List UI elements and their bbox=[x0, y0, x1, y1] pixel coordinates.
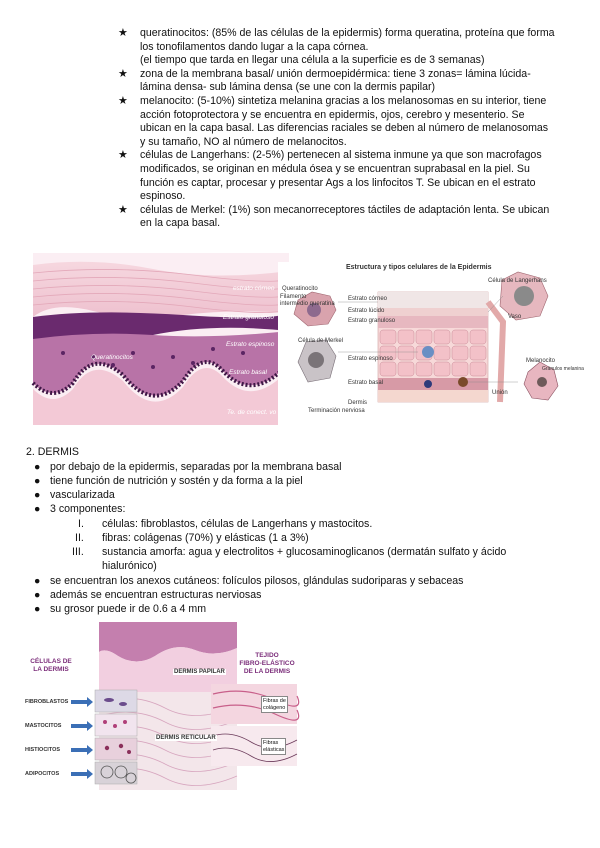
bullet-icon: ● bbox=[34, 489, 41, 501]
roman-numeral: II. bbox=[75, 532, 84, 544]
right-title: TEJIDO FIBRO-ELÁSTICO DE LA DERMIS bbox=[239, 652, 295, 675]
list-item-continuation: hialurónico) bbox=[102, 560, 157, 572]
cell-label: FIBROBLASTOS bbox=[25, 699, 69, 705]
bullet-icon: ● bbox=[34, 503, 41, 515]
diagram-label: Unión bbox=[492, 390, 508, 396]
list-item: ● por debajo de la epidermis, separadas por la membrana basal bbox=[34, 461, 342, 473]
list-item: ● se encuentran los anexos cutáneos: folículos pilosos, glándulas sudoriparas y sebaceas bbox=[34, 575, 464, 587]
diagram-label: Estrato basal bbox=[348, 380, 384, 386]
bullet-icon: ● bbox=[34, 475, 41, 487]
diagram-label: Estrato córneo bbox=[348, 296, 388, 302]
list-item: ● tiene función de nutrición y sostén y da forma a la piel bbox=[34, 475, 303, 487]
histology-drawing bbox=[33, 253, 289, 425]
bullet-icon: ● bbox=[34, 461, 41, 473]
cell-label: ADIPOCITOS bbox=[25, 771, 60, 777]
dermis-figure bbox=[25, 622, 297, 790]
diagram-label: Célula de Merkel bbox=[298, 338, 344, 344]
bullet-icon: ● bbox=[34, 589, 41, 601]
epidermis-cell-list bbox=[118, 27, 578, 231]
list-item: ★ zona de la membrana basal/ unión dermoepidérmica: tiene 3 zonas= lámina lúcida- lámina densa- sub lámina densa (se une con la dermis papilar) bbox=[118, 67, 531, 94]
list-item: ● su grosor puede ir de 0.6 a 4 mm bbox=[34, 603, 207, 615]
diagram-label: Melanocito bbox=[526, 358, 556, 364]
cell-label: MASTOCITOS bbox=[25, 723, 62, 729]
diagram-label: Filamento intermedio queratina bbox=[280, 294, 335, 307]
list-item: ★ queratinocitos: (85% de las células de la epidermis) forma queratina, proteína que forma los tonofilamentos dando lugar a la capa córnea. (el tiempo que tarda en llegar una célula a la superficie es de 3 semanas) bbox=[118, 27, 555, 67]
list-item: sustancia amorfa: agua y electrolitos + glucosaminoglicanos (dermatán sulfato y ácido bbox=[102, 546, 507, 558]
bullet-icon: ● bbox=[34, 575, 41, 587]
star-bullet-icon: ★ bbox=[118, 149, 128, 162]
star-bullet-icon: ★ bbox=[118, 67, 128, 80]
list-item: ● vascularizada bbox=[34, 489, 115, 501]
histology-label: Te. de conect. vo bbox=[227, 409, 277, 416]
section-heading: 2. DERMIS bbox=[26, 446, 79, 458]
left-title: CÉLULAS DE LA DERMIS bbox=[30, 658, 72, 673]
histology-label: Estrato espinoso bbox=[226, 341, 275, 348]
diagram-label: Gránulos melanina bbox=[542, 366, 584, 372]
diagram-label: Queratinocito bbox=[282, 286, 318, 292]
reticular-label: DERMIS RETICULAR bbox=[156, 735, 216, 741]
diagram-label: Estrato espinoso bbox=[348, 356, 393, 362]
histology-label: Estrato granuloso bbox=[223, 314, 274, 321]
dermis-drawing bbox=[25, 622, 297, 790]
fibra-elastica-label: Fibras elásticas bbox=[261, 738, 286, 755]
diagram-label: Estrato granuloso bbox=[348, 318, 396, 324]
histology-label: Queratinocitos bbox=[91, 354, 133, 361]
star-bullet-icon: ★ bbox=[118, 94, 128, 107]
histology-label: Estrato basal bbox=[229, 369, 267, 376]
list-item: ★ células de Langerhans: (2-5%) pertenecen al sistema inmune ya que son macrofagos modificados, se originan en médula ósea y se encuentran suprabasal en la piel. Su función es captar, procesar y presentar Ags a los linfocitos T. Se ubican en el estrato espinoso. bbox=[118, 149, 542, 203]
list-item: ★ células de Merkel: (1%) son mecanorreceptores táctiles de adaptación lenta. Se ubican en la capa basal. bbox=[118, 203, 550, 230]
cell-label: HISTIOCITOS bbox=[25, 747, 61, 753]
roman-numeral: III. bbox=[72, 546, 84, 558]
epidermis-diagram bbox=[278, 262, 584, 426]
bullet-icon: ● bbox=[34, 603, 41, 615]
list-item: ● 3 componentes: bbox=[34, 503, 126, 515]
diagram-label: Estrato lúcido bbox=[348, 308, 385, 314]
star-bullet-icon: ★ bbox=[118, 27, 128, 39]
diagram-label: Vaso bbox=[508, 314, 522, 320]
diagram-drawing bbox=[278, 262, 572, 426]
diagram-title: Estructura y tipos celulares de la Epidermis bbox=[346, 264, 492, 271]
epidermis-histology-image bbox=[33, 253, 289, 425]
diagram-label: Dermis bbox=[348, 400, 367, 406]
fibra-colageno-label: Fibras de colágeno bbox=[261, 696, 288, 713]
list-item: ★ melanocito: (5-10%) sintetiza melanina gracias a los melanosomas en su interior, tiene acción fotoprotectora y se encuentra en epidermis, ojos, cerebro y mesenterio. Se ubican en la capa basal. Las diferencias raciales se deben al número de melanosomas y su tamaño, NO al número de melanocitos. bbox=[118, 94, 549, 148]
histology-label: estrato córneo bbox=[233, 285, 275, 292]
list-item: ● además se encuentran estructuras nerviosas bbox=[34, 589, 262, 601]
list-item: células: fibroblastos, células de Langerhans y mastocitos. bbox=[102, 518, 373, 530]
roman-numeral: I. bbox=[78, 518, 84, 530]
list-item: fibras: colágenas (70%) y elásticas (1 a 3%) bbox=[102, 532, 309, 544]
papilar-label: DERMIS PAPILAR bbox=[174, 669, 225, 675]
star-bullet-icon: ★ bbox=[118, 203, 128, 216]
diagram-label: Célula de Langerhans bbox=[488, 278, 547, 284]
diagram-label: Terminación nerviosa bbox=[308, 408, 365, 414]
